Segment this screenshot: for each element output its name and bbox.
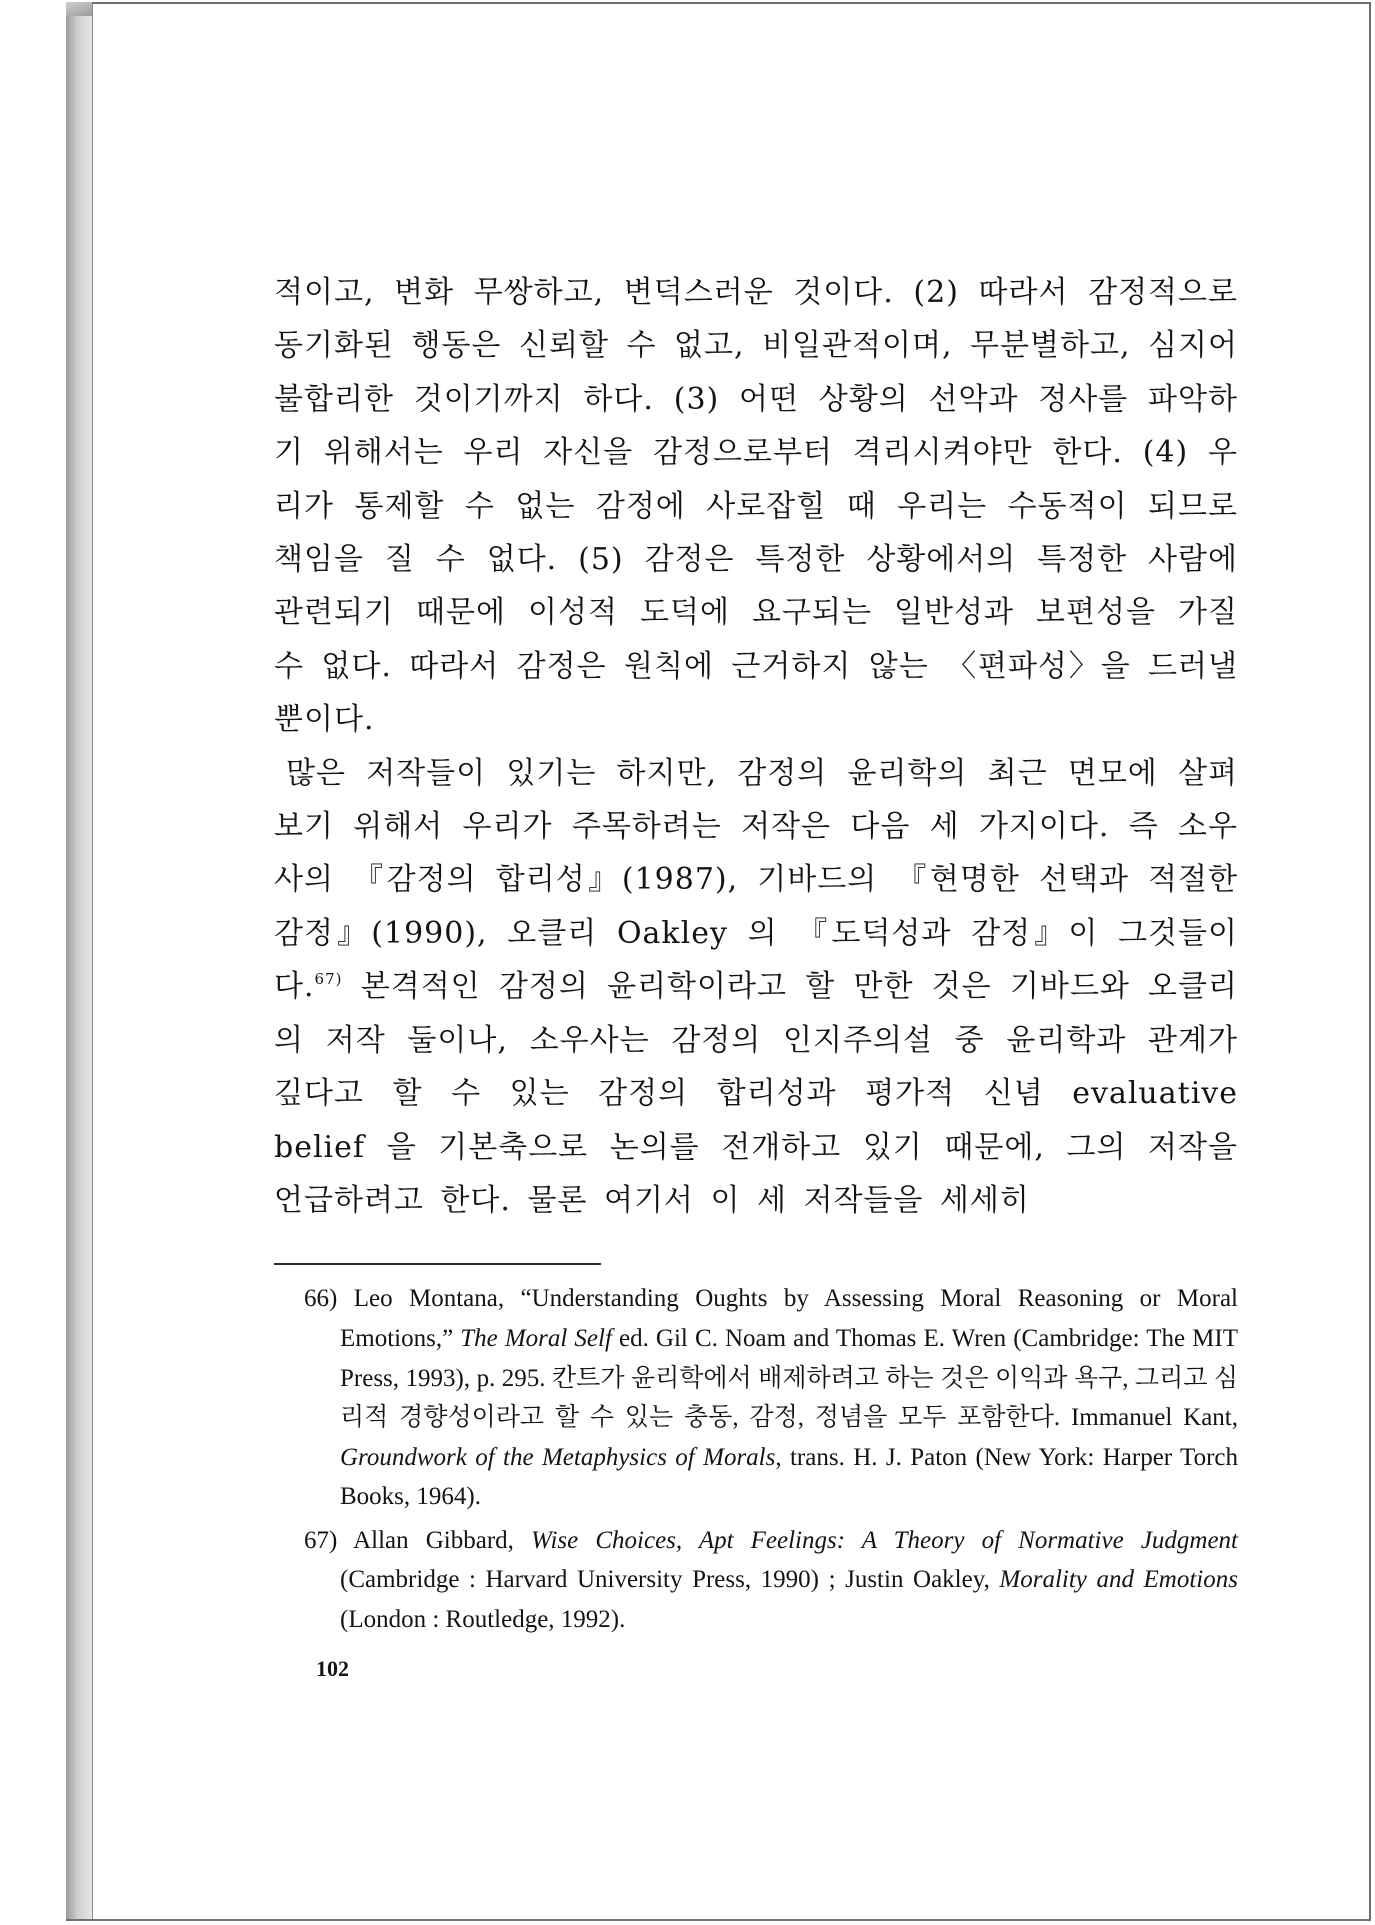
footnote-reference-67: 67) — [314, 970, 343, 989]
footnote-67-text-1: Allan Gibbard, — [353, 1526, 532, 1554]
page-content — [274, 266, 1238, 1644]
footnote-66-title-1: The Moral Self — [460, 1324, 612, 1352]
paragraph-2-part-1: 많은 저작들이 있기는 하지만, 감정의 윤리학의 최근 면모에 살펴보기 위해서 우리가 주목하려는 저작은 다음 세 가지이다. 즉 소우사의 『감정의 합리성』(1987), 기바드의 『현명한 선택과 적절한 감정』(1990), 오클리 Oakley 의 『도덕성과 감정』이 그것들이다. — [274, 755, 1238, 1005]
footnote-67-title-1: Wise Choices, Apt Feelings: A Theory of Normative Judgment — [531, 1526, 1239, 1554]
footnotes — [274, 1279, 1238, 1639]
footnote-67 — [274, 1521, 1238, 1640]
footnote-66-number: 66) — [304, 1285, 338, 1313]
book-spine-top — [66, 2, 92, 16]
footnote-67-title-2: Morality and Emotions — [999, 1566, 1238, 1594]
paragraph-2 — [274, 747, 1238, 1228]
footnote-divider — [274, 1263, 601, 1265]
paragraph-1: 적이고, 변화 무쌍하고, 변덕스러운 것이다. (2) 따라서 감정적으로 동기화된 행동은 신뢰할 수 없고, 비일관적이며, 무분별하고, 심지어 불합리한 것이기까지 하다. (3) 어떤 상황의 선악과 정사를 파악하기 위해서는 우리 자신을 감정으로부터 격리시켜야만 한다. (4) 우리가 통제할 수 없는 감정에 사로잡힐 때 우리는 수동적이 되므로 책임을 질 수 없다. (5) 감정은 특정한 상황에서의 특정한 사람에 관련되기 때문에 이성적 도덕에 요구되는 일반성과 보편성을 가질 수 없다. 따라서 감정은 원칙에 근거하지 않는 〈편파성〉을 드러낼 뿐이다. — [274, 275, 1238, 738]
page-number: 102 — [316, 1656, 349, 1681]
footnote-67-text-2: (Cambridge : Harvard University Press, 1990) ; Justin Oakley, — [340, 1566, 1000, 1594]
body-text — [274, 266, 1238, 1227]
book-spine — [66, 4, 93, 1919]
footnote-66 — [274, 1279, 1238, 1517]
paragraph-2-part-2: 본격적인 감정의 윤리학이라고 할 만한 것은 기바드와 오클리의 저작 둘이나, 소우사는 감정의 인지주의설 중 윤리학과 관계가 깊다고 할 수 있는 감정의 합리성과 평가적 신념 evaluative belief 을 기본축으로 논의를 전개하고 있기 때문에, 그의 저작을 언급하려고 한다. 물론 여기서 이 세 저작들을 세세히 — [274, 969, 1238, 1218]
footnote-67-text-3: (London : Routledge, 1992). — [340, 1606, 626, 1634]
footnote-66-title-2: Groundwork of the Metaphysics of Morals — [340, 1443, 776, 1471]
footnote-66-text-3: , trans. H. J. Paton (New York: Harper Torch Books, 1964). — [340, 1443, 1238, 1511]
footnote-66-text-1: Leo Montana, “Understanding Oughts by Assessing Moral Reasoning or Moral Emotions,” — [340, 1285, 1239, 1352]
footnote-67-number: 67) — [304, 1526, 338, 1554]
footnote-66-text-2: ed. Gil C. Noam and Thomas E. Wren (Cambridge: The MIT Press, 1993), p. 295. 칸트가 윤리학에서 배제하려고 하는 것은 이익과 욕구, 그리고 심리적 경향성이라고 할 수 있는 충동, 감정, 정념을 모두 포함한다. Immanuel Kant, — [340, 1324, 1238, 1432]
